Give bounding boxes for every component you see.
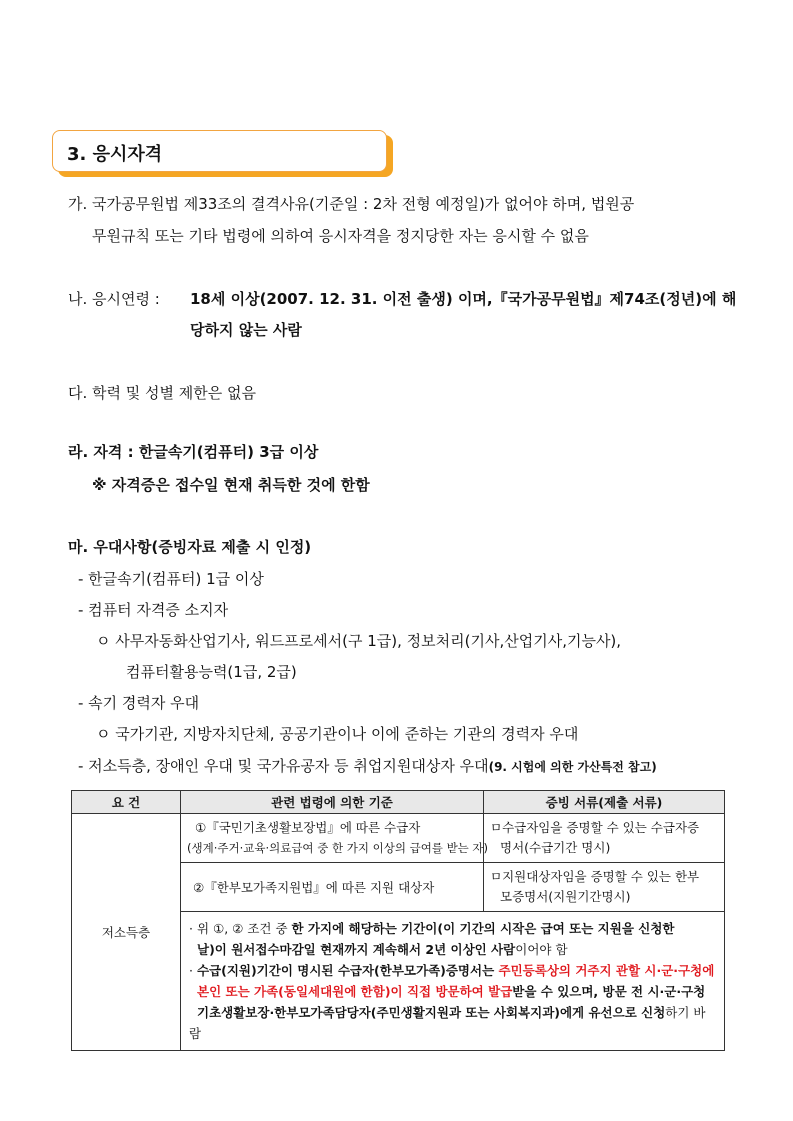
item-ra: 라. 자격 : 한글속기(컴퓨터) 3급 이상 xyxy=(68,443,319,461)
doc-2-line1: ㅁ지원대상자임을 증명할 수 있는 한부 xyxy=(490,869,700,884)
note-2-a: · xyxy=(189,963,197,978)
note-1-c: 날)이 원서접수마감일 현재까지 계속해서 2년 이상인 사람 xyxy=(197,942,516,957)
note-1-d: 이어야 함 xyxy=(515,942,568,957)
item-na-line2: 당하지 않는 사람 xyxy=(190,321,302,339)
note-1 xyxy=(189,918,716,960)
law-1-line1: ①『국민기초생활보장법』에 따른 수급자 xyxy=(195,820,421,835)
requirements-table xyxy=(71,790,725,1051)
table-row xyxy=(72,814,725,863)
note-2-c: 주민등록상의 거주지 관할 시·군·구청에 xyxy=(498,963,715,978)
item-ma-2: - 컴퓨터 자격증 소지자 xyxy=(78,601,229,619)
doc-1-line1: ㅁ수급자임을 증명할 수 있는 수급자증 xyxy=(490,820,700,835)
table-header-row xyxy=(72,791,725,814)
item-ma-2-sub-line1: ㅇ 사무자동화산업기사, 워드프로세서(구 1급), 정보처리(기사,산업기사,기능사), xyxy=(96,632,622,650)
note-2-f: 기초생활보장·한부모가족담당자(주민생활지원과 또는 사회복지과)에게 유선으로 신청 xyxy=(197,1005,666,1020)
note-2 xyxy=(189,960,716,1044)
note-2-g: 하기 바람 xyxy=(189,1005,706,1041)
item-ma-1: - 한글속기(컴퓨터) 1급 이상 xyxy=(78,570,264,588)
note-2-e: 받을 수 있으며, 방문 전 시·군·구청 xyxy=(512,984,706,999)
doc-cell-2 xyxy=(484,863,725,912)
law-1-line2: (생계·주거·교육·의료급여 중 한 가지 이상의 급여를 받는 자) xyxy=(187,841,489,855)
item-ma-3-sub: ㅇ 국가기관, 지방자치단체, 공공기관이나 이에 준하는 기관의 경력자 우대 xyxy=(96,725,579,743)
item-ma-4-ref: (9. 시험에 의한 가산특전 참고) xyxy=(488,760,657,774)
table-header-documents: 증빙 서류(제출 서류) xyxy=(484,791,725,814)
doc-1-line2: 명서(수급기간 명시) xyxy=(500,840,611,855)
item-na-label: 나. 응시연령 : xyxy=(68,290,160,308)
item-da: 다. 학력 및 성별 제한은 없음 xyxy=(68,384,256,402)
note-1-a: · 위 ①, ② 조건 중 xyxy=(189,921,292,936)
note-2-b: 수급(지원)기간이 명시된 수급자(한부모가족)증명서는 xyxy=(196,963,499,978)
section-heading-box xyxy=(52,130,387,172)
requirement-cell: 저소득층 xyxy=(72,814,181,1051)
doc-2-line2: 모증명서(지원기간명시) xyxy=(500,889,631,904)
item-na-line1: 18세 이상(2007. 12. 31. 이전 출생) 이며,『국가공무원법』제74조(정년)에 해 xyxy=(190,290,737,308)
table-header-requirement: 요 건 xyxy=(72,791,181,814)
doc-cell-1 xyxy=(484,814,725,863)
note-2-d: 본인 또는 가족(동일세대원에 한함)이 직접 방문하여 발급 xyxy=(197,984,513,999)
note-1-b: 한 가지에 해당하는 기간이(이 기간의 시작은 급여 또는 지원을 신청한 xyxy=(291,921,675,936)
item-ma-4 xyxy=(78,756,657,777)
item-ma-4-main: - 저소득층, 장애인 우대 및 국가유공자 등 취업지원대상자 우대 xyxy=(78,757,489,775)
item-ma-title: 마. 우대사항(증빙자료 제출 시 인정) xyxy=(68,538,312,556)
item-ga-line1: 가. 국가공무원법 제33조의 결격사유(기준일 : 2차 전형 예정일)가 없어야 하며, 법원공 xyxy=(68,195,635,213)
item-ra-note: ※ 자격증은 접수일 현재 취득한 것에 한함 xyxy=(92,476,370,494)
item-ma-2-sub-line2: 컴퓨터활용능력(1급, 2급) xyxy=(126,663,297,681)
law-cell-2: ②『한부모가족지원법』에 따른 지원 대상자 xyxy=(181,863,484,912)
table-header-law: 관련 법령에 의한 기준 xyxy=(181,791,484,814)
section-title: 3. 응시자격 xyxy=(67,144,163,165)
item-ga-line2: 무원규칙 또는 기타 법령에 의하여 응시자격을 정지당한 자는 응시할 수 없음 xyxy=(92,227,589,245)
item-ma-3: - 속기 경력자 우대 xyxy=(78,694,200,712)
law-cell-1 xyxy=(181,814,489,863)
note-cell xyxy=(181,912,725,1051)
